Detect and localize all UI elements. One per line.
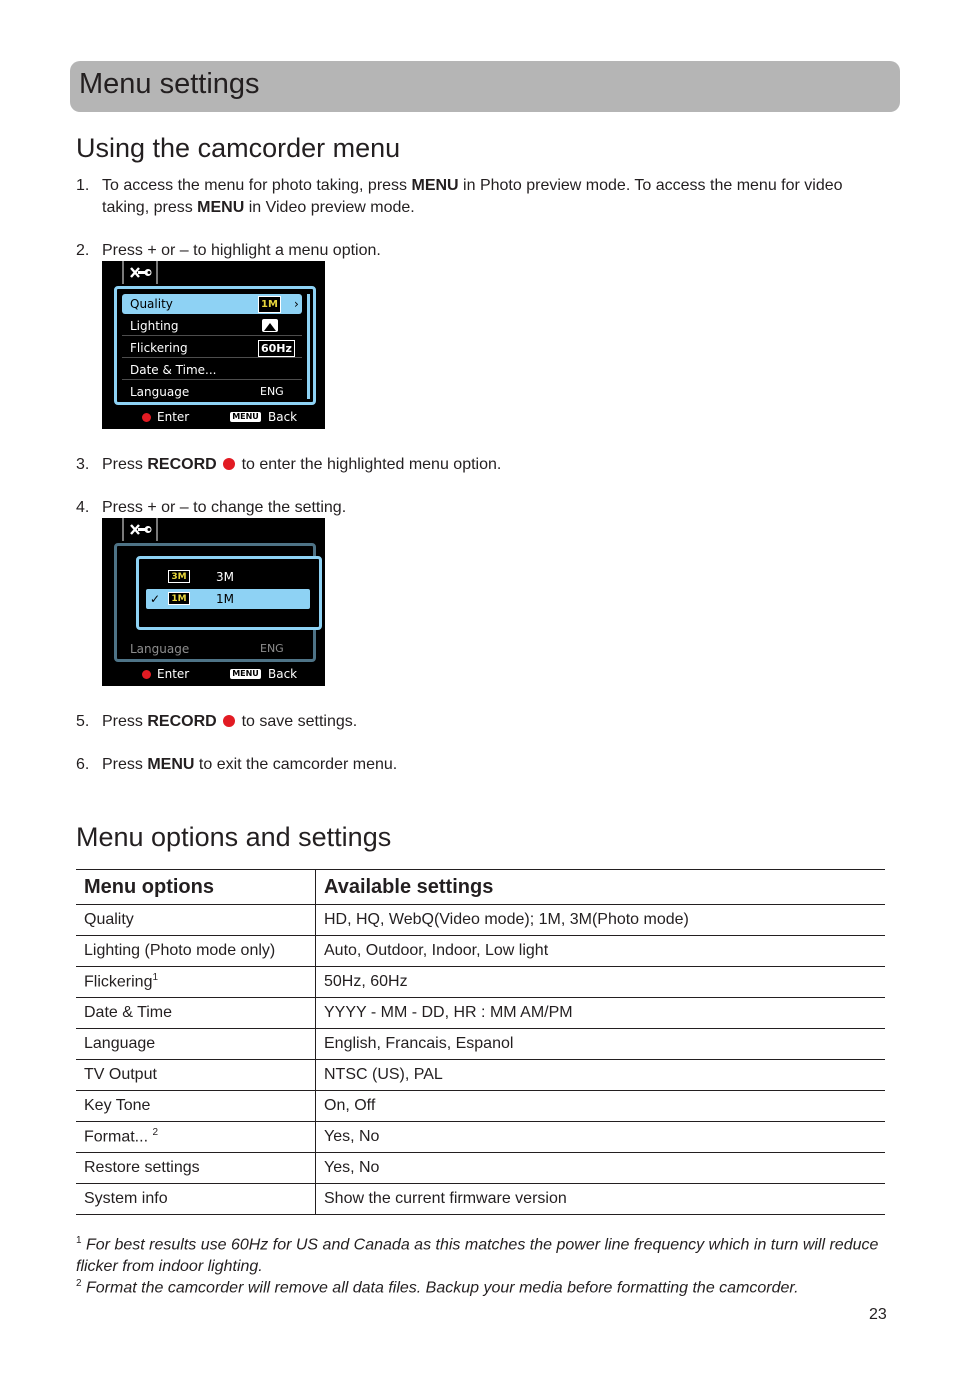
step-text <box>102 711 866 733</box>
camcorder-setting-screen <box>102 518 325 686</box>
screen-footer <box>102 407 325 427</box>
section-title-menu-options: Menu options and settings <box>76 822 392 852</box>
menu-options-table <box>76 869 885 1215</box>
page-banner <box>70 61 900 112</box>
text-run: in Video preview mode. <box>244 199 415 216</box>
section-title-using-menu: Using the camcorder menu <box>76 133 401 163</box>
settings-cell: On, Off <box>316 1091 886 1122</box>
back-hint: Back <box>268 410 298 424</box>
step-4 <box>76 497 866 519</box>
footnote-mark: 1 <box>152 972 159 984</box>
row-label: Language <box>130 385 190 399</box>
row-value: ENG <box>260 642 284 655</box>
table-row <box>76 1091 885 1122</box>
row-label: Quality <box>130 297 173 311</box>
footnote-mark: 1 <box>76 1235 82 1246</box>
step-5 <box>76 711 866 733</box>
menu-row-flickering[interactable] <box>122 338 302 358</box>
menu-key-label: MENU <box>147 756 195 773</box>
row-value: 1M <box>258 296 281 313</box>
step-number: 3. <box>76 456 90 473</box>
landscape-icon <box>262 319 278 332</box>
footnote-2 <box>76 1273 886 1299</box>
record-dot-icon <box>223 458 235 470</box>
settings-cell: Auto, Outdoor, Indoor, Low light <box>316 936 886 967</box>
settings-cell: NTSC (US), PAL <box>316 1060 886 1091</box>
table-row <box>76 1029 885 1060</box>
option-label: 1M <box>216 592 234 606</box>
checkmark-icon: ✓ <box>150 592 161 606</box>
step-text: Press + or – to highlight a menu option. <box>102 242 381 259</box>
screen-footer <box>102 664 325 684</box>
step-number: 6. <box>76 756 90 773</box>
option-cell <box>76 905 316 936</box>
menu-row-quality[interactable] <box>122 294 302 314</box>
step-number: 4. <box>76 499 90 516</box>
menu-key-label: MENU <box>411 177 459 194</box>
settings-tab <box>122 518 158 541</box>
enter-hint: Enter <box>157 667 190 681</box>
step-number: 1. <box>76 177 90 194</box>
option-3m[interactable] <box>146 567 310 587</box>
row-value: 60Hz <box>258 340 295 357</box>
option-cell <box>76 1091 316 1122</box>
row-label: Flickering <box>130 341 188 355</box>
back-hint: Back <box>268 667 298 681</box>
step-1 <box>76 175 866 219</box>
page-number: 23 <box>869 1306 887 1323</box>
record-dot-icon <box>142 413 151 422</box>
menu-chip-icon: MENU <box>230 412 261 422</box>
row-label: Language <box>130 642 190 656</box>
option-label: 3M <box>216 570 234 584</box>
menu-key-label: MENU <box>197 199 245 216</box>
option-cell <box>76 1153 316 1184</box>
menu-row-language <box>122 639 302 659</box>
step-text <box>102 175 866 219</box>
option-name: Language <box>84 1035 156 1052</box>
text-run: to enter the highlighted menu option. <box>237 456 502 473</box>
record-key-label: RECORD <box>147 713 217 730</box>
footnote-text: Format the camcorder will remove all data files. Backup your media before formatting the camcorder. <box>81 1279 799 1297</box>
footnote-mark: 2 <box>76 1278 82 1289</box>
table-row <box>76 1153 885 1184</box>
settings-cell: Yes, No <box>316 1153 886 1184</box>
record-dot-icon <box>142 670 151 679</box>
step-number: 2. <box>76 242 90 259</box>
option-name: System info <box>84 1190 168 1207</box>
row-value: ENG <box>260 385 284 398</box>
record-key-label: RECORD <box>147 456 217 473</box>
option-name: TV Output <box>84 1066 157 1083</box>
record-dot-icon <box>223 715 235 727</box>
text-run: Press <box>102 456 148 473</box>
scrollbar[interactable] <box>307 294 310 399</box>
menu-row-date-time[interactable] <box>122 360 302 380</box>
option-1m[interactable] <box>146 589 310 609</box>
table-row <box>76 905 885 936</box>
table-header-row <box>76 870 885 905</box>
option-chip: 3M <box>168 570 190 583</box>
table-row <box>76 936 885 967</box>
text-run: to exit the camcorder menu. <box>194 756 398 773</box>
step-text <box>102 754 866 776</box>
settings-cell: English, Francais, Espanol <box>316 1029 886 1060</box>
step-6 <box>76 754 866 776</box>
enter-hint: Enter <box>157 410 190 424</box>
row-label: Date & Time... <box>130 363 217 377</box>
option-cell <box>76 1029 316 1060</box>
option-name: Lighting (Photo mode only) <box>84 942 276 959</box>
menu-row-lighting[interactable] <box>122 316 302 336</box>
table-row <box>76 967 885 998</box>
column-header-available-settings: Available settings <box>316 870 886 905</box>
tools-icon <box>129 266 153 279</box>
menu-row-language[interactable] <box>122 382 302 402</box>
settings-cell: Show the current firmware version <box>316 1184 886 1215</box>
option-cell <box>76 967 316 998</box>
settings-cell: YYYY - MM - DD, HR : MM AM/PM <box>316 998 886 1029</box>
row-label: Lighting <box>130 319 179 333</box>
menu-chip-icon: MENU <box>230 669 261 679</box>
option-chip: 1M <box>168 592 190 605</box>
step-text: Press + or – to change the setting. <box>102 499 347 516</box>
option-name: Key Tone <box>84 1097 151 1114</box>
option-cell <box>76 998 316 1029</box>
step-text <box>102 454 866 476</box>
option-cell <box>76 1122 316 1153</box>
option-name: Format... <box>84 1128 153 1146</box>
settings-tab <box>122 261 158 284</box>
option-cell <box>76 1060 316 1091</box>
settings-cell: HD, HQ, WebQ(Video mode); 1M, 3M(Photo mode) <box>316 905 886 936</box>
option-cell <box>76 936 316 967</box>
column-header-menu-options: Menu options <box>76 870 316 905</box>
table-row <box>76 998 885 1029</box>
tools-icon <box>129 523 153 536</box>
page-title: Menu settings <box>79 68 260 100</box>
option-name: Restore settings <box>84 1159 200 1176</box>
option-name: Date & Time <box>84 1004 173 1021</box>
text-run: to save settings. <box>237 713 358 730</box>
table-row <box>76 1060 885 1091</box>
setting-popup <box>136 556 322 630</box>
camcorder-menu-screen <box>102 261 325 429</box>
text-run: in Photo preview mode. To access the menu for video taking, press <box>102 177 843 216</box>
text-run: Press <box>102 756 148 773</box>
chevron-right-icon: › <box>294 297 299 311</box>
table-row <box>76 1184 885 1215</box>
option-name: Flickering <box>84 973 153 991</box>
footnote-text: For best results use 60Hz for US and Canada as this matches the power line frequency which in turn will reduce flicker from indoor lighting. <box>76 1236 879 1276</box>
step-number: 5. <box>76 713 90 730</box>
option-cell <box>76 1184 316 1215</box>
text-run: Press <box>102 713 148 730</box>
settings-cell: Yes, No <box>316 1122 886 1153</box>
option-name: Quality <box>84 911 134 928</box>
step-3 <box>76 454 866 476</box>
table-row <box>76 1122 885 1153</box>
settings-cell: 50Hz, 60Hz <box>316 967 886 998</box>
footnote-mark: 2 <box>152 1127 159 1139</box>
footnote-1 <box>76 1230 886 1278</box>
text-run: To access the menu for photo taking, press <box>102 177 412 194</box>
step-2 <box>76 240 866 262</box>
menu-list-frame <box>114 286 316 405</box>
